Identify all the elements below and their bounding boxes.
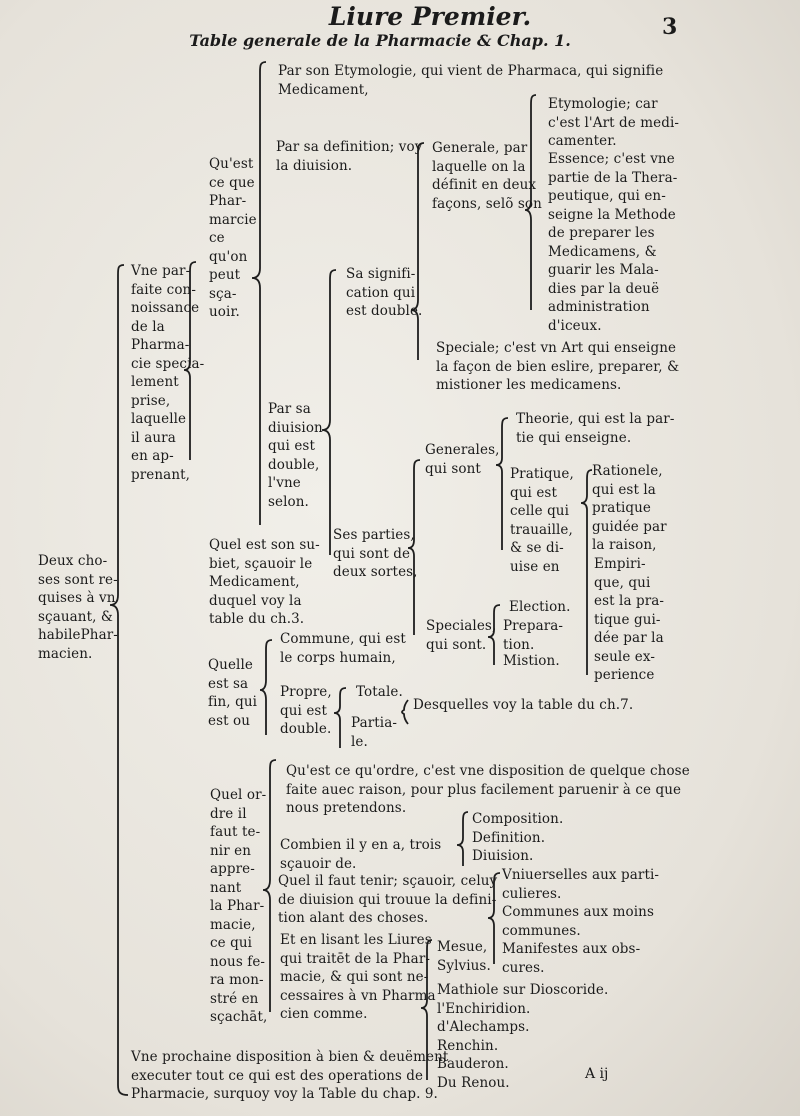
son-subiet: Quel est son su- biet, sçauoir le Medicament, duquel voy la table du ch.3. — [209, 537, 320, 627]
division-brace — [322, 270, 336, 555]
prochaine-disposition: Vne prochaine disposition à bien & deuëment executer tout ce qui est des operations de Pharmacie, surquoy voy la Table du chap. 9. — [131, 1049, 449, 1102]
signif-brace — [411, 143, 424, 360]
signature-mark: A ij — [585, 1066, 609, 1082]
en-lisant: Et en lisant les Liures qui traitēt de la Phar- macie, & qui sont ne- cessaires à vn Pharma cien comme. — [280, 932, 436, 1022]
totale: Totale. — [356, 684, 403, 700]
composition-list: Composition. Definition. Diuision. — [472, 811, 564, 864]
quelle-fin: Quelle est sa fin, qui est ou — [208, 657, 258, 729]
mesue-sylvius: Mesue, Sylvius. — [437, 939, 491, 974]
par-definition: Par sa definition; voy la diuision. — [276, 139, 423, 174]
table-title: Table generale de la Pharmacie & Chap. 1. — [189, 31, 571, 50]
ses-parties: Ses parties, qui sont de deux sortes, — [333, 527, 418, 580]
quest-ce-ordre: Qu'est ce qu'ordre, c'est vne disposition de quelque chose faite auec raison, pour plus facilement paruenir à ce que nous pretendons. — [286, 763, 690, 816]
speciale-definition: Speciale; c'est vn Art qui enseigne la façon de bien eslire, preparer, & mistioner les medicamens. — [436, 340, 680, 393]
generales-brace — [496, 418, 508, 550]
combien: Combien il y en a, trois sçauoir de. — [280, 837, 442, 872]
theorie: Theorie, qui est la par- tie qui enseigne. — [516, 411, 675, 446]
preparation: Prepara- tion. — [503, 618, 564, 653]
vniuerselles-list: Vniuerselles aux parti- culieres. Communes aux moins communes. Manifestes aux obs- cures. — [502, 867, 660, 976]
fin-brace — [260, 640, 272, 735]
partiale-brace — [402, 700, 408, 724]
authors-list: Mathiole sur Dioscoride. l'Enchiridion. d'Alechamps. Renchin. Bauderon. Du Renou. — [437, 982, 609, 1091]
propre: Propre, qui est double. — [280, 684, 332, 737]
combien-brace — [457, 812, 468, 866]
generale-definition: Generale, par laquelle on la définit en deux façons, selõ son — [432, 140, 542, 212]
quel-ordre: Quel or- dre il faut te- nir en appre- nant la Phar- macie, ce qui nous fe- ra mon- stré en sçachāt, — [210, 787, 268, 1025]
rationelle: Rationele, qui est la pratique guidée par la raison, — [592, 463, 667, 553]
empirique: Empiri- que, qui est la pra- tique gui- dée par la seule ex- perience — [594, 556, 665, 683]
partiale: Partia- le. — [351, 715, 398, 750]
pratique: Pratique, qui est celle qui trauaille, & se di- uise en — [510, 466, 574, 575]
pratique-brace — [581, 470, 592, 675]
par-diuision: Par sa diuision qui est double, l'vne selon. — [268, 401, 323, 510]
par-etymologie: Par son Etymologie, qui vient de Pharmaca, qui signifie Medicament, — [278, 63, 664, 98]
election: Election. — [509, 599, 571, 615]
desquelles-note: Desquelles voy la table du ch.7. — [413, 697, 634, 713]
mistion: Mistion. — [503, 653, 560, 669]
root-statement: Deux cho- ses sont re- quises à vn sçauant, & habilePhar- macien. — [38, 553, 118, 662]
speciales: Speciales, qui sont. — [426, 618, 497, 653]
quel-il-faut-tenir: Quel il faut tenir; sçauoir, celuy de diuision qui trouue la defini- tion alant des choses. — [278, 873, 498, 926]
quest-ce-que-pharmacie: Qu'est ce que Phar- marcie ce qu'on peut sça- uoir. — [209, 156, 257, 320]
etymologie-entry: Etymologie; car c'est l'Art de medi- camenter. — [548, 96, 680, 149]
root-brace — [110, 265, 128, 1095]
essence-entry: Essence; c'est vne partie de la Thera- peutique, qui en- seigne la Methode de preparer les Medicamens, & guarir les Mala- dies par la deuë administration d'iceux. — [548, 151, 678, 334]
parfaite-connoissance: Vne par- faite con- noissance de la Pharma- cie specia- lement prise, laquelle il aura en ap- prenant, — [131, 263, 205, 483]
signification: Sa signifi- cation qui est double. — [346, 266, 423, 319]
commune: Commune, qui est le corps humain, — [280, 631, 406, 666]
propre-brace — [334, 688, 346, 748]
generales: Generales, qui sont — [425, 442, 500, 477]
book-title: Liure Premier. — [328, 2, 532, 31]
page-number: 3 — [662, 14, 678, 40]
